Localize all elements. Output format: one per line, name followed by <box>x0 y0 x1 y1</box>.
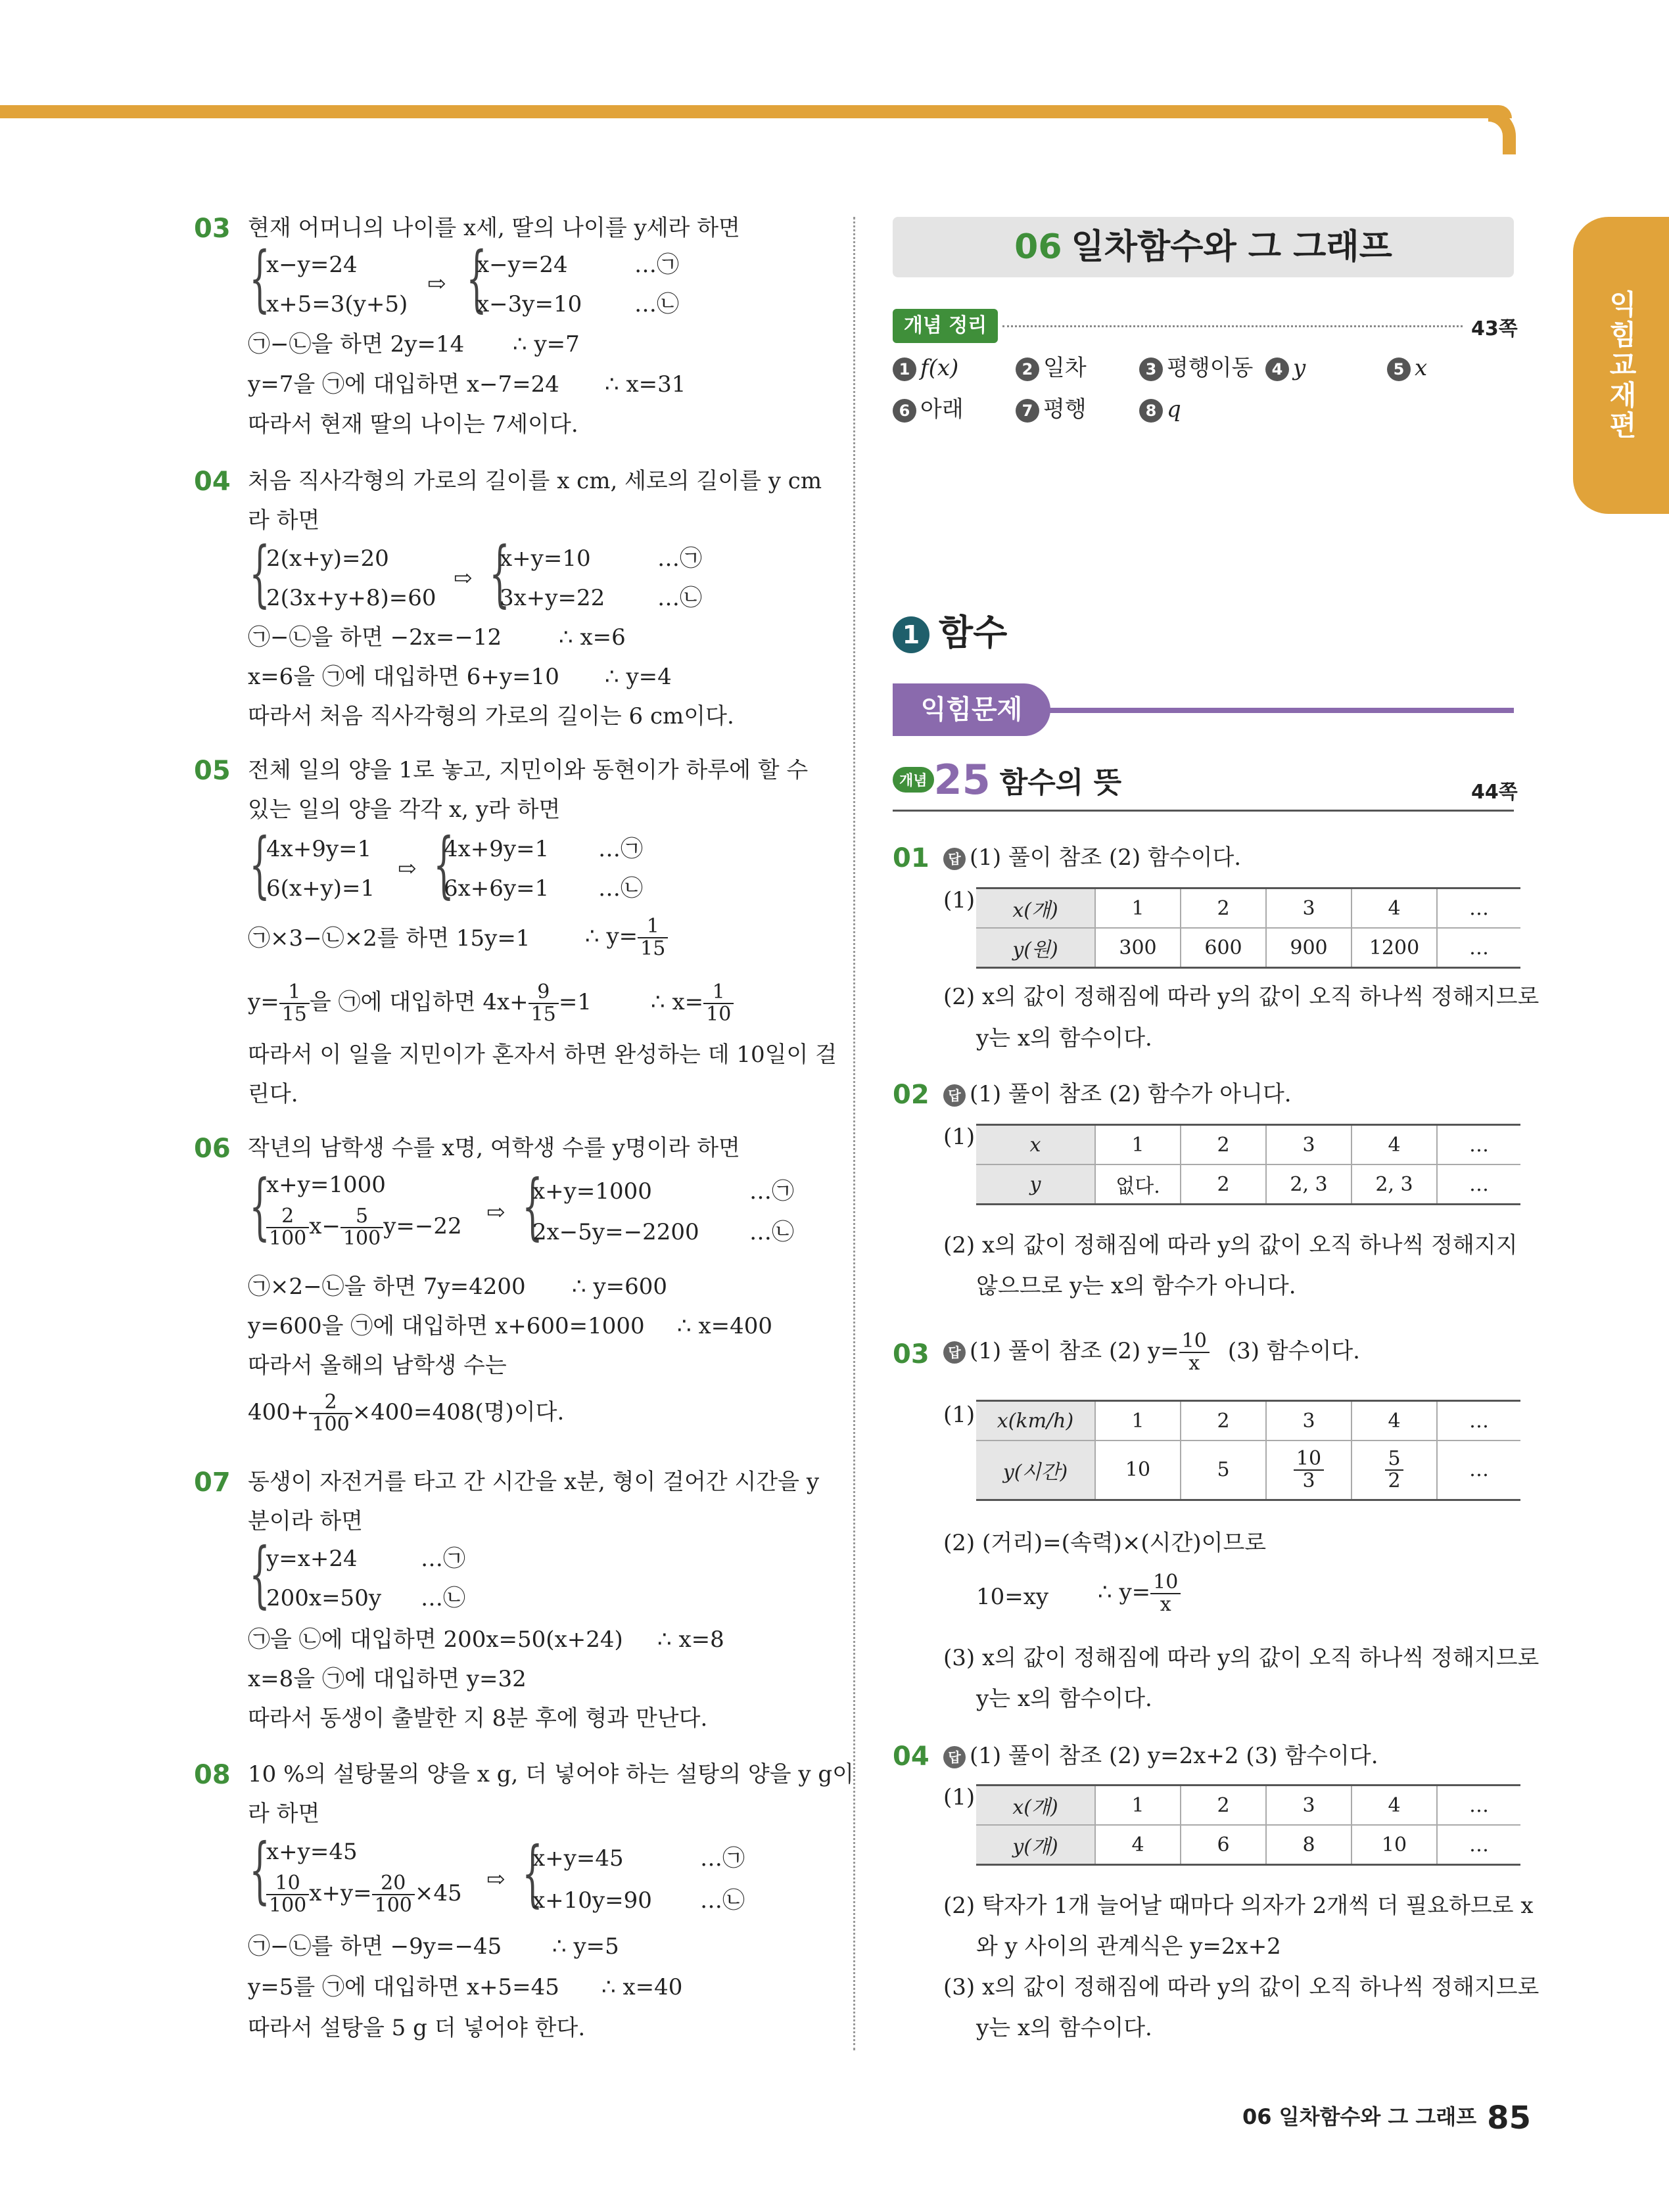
page-footer <box>1242 2100 1531 2136</box>
fraction-numerator: 1 <box>703 982 734 1004</box>
summary-answer: 평행 <box>1043 396 1087 423</box>
chapter-title-box <box>893 217 1514 277</box>
text-line: (3) x의 값이 정해짐에 따라 y의 값이 오직 하나씩 정해지므로 <box>943 1974 1540 2000</box>
answer-number: 7 <box>1016 399 1039 423</box>
part-label: (1) <box>943 1784 976 1810</box>
text-line: 따라서 이 일을 지민이가 혼자서 하면 완성하는 데 10일이 걸 <box>248 1042 837 1068</box>
fraction-numerator: 1 <box>638 916 668 938</box>
table-cell: 2 <box>1181 1164 1266 1205</box>
table-row <box>976 1786 1520 1826</box>
text-line: 10 %의 설탕물의 양을 x g, 더 넣어야 하는 설탕의 양을 y g이 <box>248 1761 855 1787</box>
answer-text: (1) 풀이 참조 (2) 함수이다. <box>970 844 1242 871</box>
fraction-denominator: 100 <box>342 1227 381 1250</box>
text-line <box>651 982 734 1025</box>
part-label: (1) <box>943 1124 976 1150</box>
equation-mark: …㉠ <box>657 545 702 572</box>
text-line: 와 y 사이의 관계식은 y=2x+2 <box>976 1933 1281 1960</box>
table-header: y(원) <box>976 928 1095 968</box>
table-cell: 1 <box>1095 1786 1181 1826</box>
fraction-denominator: x <box>1188 1352 1200 1375</box>
equation: 6(x+y)=1 <box>266 875 375 902</box>
equation-mark: …㉠ <box>700 1845 745 1872</box>
table-cell: … <box>1437 1440 1520 1500</box>
equation-mark: …㉡ <box>421 1585 465 1611</box>
concept-heading <box>893 756 1121 804</box>
value-table <box>976 1400 1520 1501</box>
equation-mark: …㉠ <box>749 1178 794 1205</box>
text-line <box>1098 1572 1181 1615</box>
answer-number: 4 <box>1265 357 1289 381</box>
text-line: 분이라 하면 <box>248 1508 364 1534</box>
answer-text: (1) 풀이 참조 (2) 함수가 아니다. <box>970 1081 1292 1107</box>
text-line: 전체 일의 양을 1로 놓고, 지민이와 동현이가 하루에 할 수 <box>248 757 809 783</box>
summary-answer: 일차 <box>1043 355 1087 381</box>
fraction <box>703 982 734 1025</box>
text-line: ∴ y=7 <box>513 331 580 357</box>
implies-arrow: ⇨ <box>398 856 417 882</box>
table-header: x(개) <box>976 1786 1095 1826</box>
table-cell: 8 <box>1266 1825 1352 1865</box>
answer-number: 1 <box>893 357 916 381</box>
text-line: 작년의 남학생 수를 x명, 여학생 수를 y명이라 하면 <box>248 1135 740 1161</box>
table-cell: 3 <box>1266 1125 1352 1165</box>
table-cell: 1 <box>1095 1401 1181 1441</box>
text-line: =1 <box>558 989 592 1015</box>
summary-item <box>1387 355 1427 381</box>
table-row <box>976 1164 1520 1205</box>
table-cell: 10 <box>1095 1440 1181 1500</box>
equation: 200x=50y <box>266 1585 382 1611</box>
table-cell <box>1266 1440 1352 1500</box>
fraction-denominator: 100 <box>269 1894 307 1917</box>
dotted-leader <box>1002 325 1463 327</box>
table-row <box>976 1401 1520 1441</box>
text-line: ㉠−㉡을 하면 2y=14 <box>248 331 465 357</box>
answer-number: 8 <box>1139 399 1163 423</box>
text-line: y= <box>248 989 279 1015</box>
answer-number: 2 <box>1016 357 1039 381</box>
text-line: (2) x의 값이 정해짐에 따라 y의 값이 오직 하나씩 정해지지 <box>943 1232 1518 1258</box>
practice-rule <box>1045 708 1514 713</box>
equation-part: y=−22 <box>383 1213 462 1239</box>
summary-item <box>1139 396 1181 423</box>
text-line: ㉠×3−㉡×2를 하면 15y=1 <box>248 925 530 952</box>
equation <box>266 1206 462 1249</box>
table-cell: 900 <box>1266 928 1352 968</box>
question-number: 02 <box>893 1080 929 1110</box>
text-line: y는 x의 함수이다. <box>976 2015 1152 2041</box>
answer-line <box>943 844 1241 871</box>
text-line: ㉠×2−㉡을 하면 7y=4200 <box>248 1274 526 1300</box>
equation-mark: …㉠ <box>634 252 679 278</box>
text-line: ㉠−㉡를 하면 −9y=−45 <box>248 1933 502 1960</box>
text-line: x=6을 ㉠에 대입하면 6+y=10 <box>248 664 559 690</box>
part-label: (1) <box>943 1402 976 1428</box>
fraction <box>529 982 559 1025</box>
text-line: ∴ x=8 <box>657 1626 724 1653</box>
equation-part: ×45 <box>414 1880 462 1906</box>
text-line: 않으므로 y는 x의 함수가 아니다. <box>976 1273 1296 1299</box>
summary-item <box>1265 355 1305 381</box>
concept-title: 함수의 뜻 <box>999 766 1122 800</box>
text-line: ∴ x=6 <box>559 624 626 651</box>
summary-answer: 아래 <box>920 396 964 423</box>
text-line: y=7을 ㉠에 대입하면 x−7=24 <box>248 371 559 398</box>
text-line: 라 하면 <box>248 507 320 534</box>
equation: 2(x+y)=20 <box>266 545 389 572</box>
system-brace: { <box>249 1828 270 1912</box>
section-name: 함수 <box>939 612 1008 653</box>
fraction-denominator: 3 <box>1302 1469 1315 1492</box>
summary-item <box>1016 396 1087 423</box>
system-brace: { <box>522 1831 543 1915</box>
table-cell: 10 <box>1352 1825 1437 1865</box>
text-line: 린다. <box>248 1081 298 1107</box>
system-brace: { <box>249 1532 270 1616</box>
table-cell: 300 <box>1095 928 1181 968</box>
implies-arrow: ⇨ <box>486 1199 505 1226</box>
page-number: 85 <box>1487 2100 1531 2136</box>
text-line: ∴ y= <box>1098 1579 1151 1605</box>
fraction-denominator: 100 <box>374 1894 412 1917</box>
question-number: 01 <box>893 843 929 873</box>
text-line: ∴ y= <box>585 923 638 950</box>
system-brace: { <box>522 1164 543 1248</box>
table-header: y(시간) <box>976 1440 1095 1500</box>
fraction-numerator: 9 <box>529 982 559 1004</box>
text-line: 현재 어머니의 나이를 x세, 딸의 나이를 y세라 하면 <box>248 215 740 241</box>
value-table <box>976 1124 1520 1205</box>
fraction-numerator: 10 <box>266 1873 309 1895</box>
text-line <box>248 1392 564 1435</box>
table-cell: … <box>1437 1401 1520 1441</box>
question-number: 07 <box>194 1467 231 1498</box>
implies-arrow: ⇨ <box>454 565 473 591</box>
section-number: 1 <box>893 616 929 653</box>
equation: 4x+9y=1 <box>444 836 550 862</box>
table-cell: 2, 3 <box>1352 1164 1437 1205</box>
equation: x+y=10 <box>500 545 591 572</box>
part-label: (1) <box>943 887 976 913</box>
answer-icon: 답 <box>943 1341 966 1364</box>
table-cell <box>1352 1440 1437 1500</box>
text-line: 따라서 현재 딸의 나이는 7세이다. <box>248 411 578 438</box>
footer-chapter: 06 일차함수와 그 그래프 <box>1242 2104 1477 2129</box>
answer-number: 6 <box>893 399 916 423</box>
table-cell: 4 <box>1352 1401 1437 1441</box>
text-line: ∴ x=31 <box>605 371 686 398</box>
summary-answer: y <box>1293 355 1306 381</box>
table-cell: 6 <box>1181 1825 1266 1865</box>
fraction <box>1385 1448 1403 1492</box>
fraction-denominator: 100 <box>312 1413 350 1436</box>
question-number: 06 <box>194 1134 231 1164</box>
chapter-title: 일차함수와 그 그래프 <box>1071 227 1392 267</box>
text-line: (2) x의 값이 정해짐에 따라 y의 값이 오직 하나씩 정해지므로 <box>943 984 1540 1010</box>
equation: 2x−5y=−2200 <box>532 1219 699 1245</box>
equation: x+5=3(y+5) <box>266 291 408 317</box>
equation: x+y=1000 <box>266 1172 386 1198</box>
equation: 3x+y=22 <box>500 585 605 611</box>
summary-item <box>893 396 964 423</box>
text-line: ∴ x=40 <box>601 1974 683 2000</box>
answer-line <box>943 1743 1378 1769</box>
question-number: 03 <box>893 1339 929 1370</box>
answer-number: 3 <box>1139 357 1163 381</box>
text-line: ∴ y=5 <box>552 1933 619 1960</box>
table-cell: … <box>1437 888 1520 929</box>
fraction-numerator: 10 <box>1150 1572 1181 1594</box>
equation: x+y=45 <box>532 1845 624 1872</box>
text-line: ∴ y=600 <box>572 1274 668 1300</box>
equation-mark: …㉠ <box>421 1546 465 1572</box>
summary-answer: q <box>1167 396 1181 423</box>
system-brace: { <box>249 531 270 615</box>
fraction <box>1179 1331 1210 1374</box>
fraction-numerator: 10 <box>1179 1331 1210 1353</box>
text-line: y=600을 ㉠에 대입하면 x+600=1000 <box>248 1313 645 1339</box>
text-line: (2) (거리)=(속력)×(시간)이므로 <box>943 1530 1267 1556</box>
table-cell: 4 <box>1352 1125 1437 1165</box>
fraction-denominator: 15 <box>640 937 666 960</box>
table-cell: 없다. <box>1095 1164 1181 1205</box>
fraction <box>1150 1572 1181 1615</box>
fraction-numerator: 1 <box>279 982 310 1004</box>
implies-arrow: ⇨ <box>486 1866 505 1893</box>
table-cell: 2 <box>1181 888 1266 929</box>
table-row <box>976 928 1520 968</box>
table-header: y <box>976 1164 1095 1205</box>
fraction-denominator: x <box>1160 1593 1171 1616</box>
fraction-denominator: 15 <box>281 1003 307 1026</box>
table-row <box>976 888 1520 929</box>
table-cell: … <box>1437 1164 1520 1205</box>
fraction-numerator: 2 <box>266 1206 309 1228</box>
table-cell: … <box>1437 1125 1520 1165</box>
text-line: ∴ y=4 <box>605 664 672 690</box>
table-cell: 2 <box>1181 1125 1266 1165</box>
value-table <box>976 887 1520 969</box>
equation: 2(3x+y+8)=60 <box>266 585 436 611</box>
equation: x−y=24 <box>477 252 568 278</box>
summary-item <box>1139 355 1253 381</box>
fraction <box>309 1392 352 1435</box>
text-line: (2) 탁자가 1개 늘어날 때마다 의자가 2개씩 더 필요하므로 x <box>943 1893 1534 1919</box>
table-cell: 600 <box>1181 928 1266 968</box>
concept-summary-label: 개념 정리 <box>893 309 998 343</box>
text-line: 있는 일의 양을 각각 x, y라 하면 <box>248 796 561 823</box>
equation-mark: …㉡ <box>657 585 702 611</box>
equation: x−3y=10 <box>477 291 582 317</box>
top-decorative-bar <box>0 105 1512 118</box>
table-cell: 2 <box>1181 1401 1266 1441</box>
equation: y=x+24 <box>266 1546 358 1572</box>
equation: x−y=24 <box>266 252 358 278</box>
summary-item <box>893 355 958 381</box>
fraction-denominator: 15 <box>530 1003 556 1026</box>
question-number: 05 <box>194 756 231 786</box>
text-line: ∴ x= <box>651 989 704 1015</box>
fraction <box>341 1206 383 1249</box>
fraction <box>279 982 310 1025</box>
chapter-number: 06 <box>1014 227 1062 267</box>
equation-part: x− <box>309 1213 341 1239</box>
text-line: ×400=408(명)이다. <box>352 1399 565 1425</box>
section-title <box>893 605 1007 655</box>
answer-line <box>943 1081 1292 1107</box>
text-line: 따라서 설탕을 5 g 더 넣어야 한다. <box>248 2015 586 2041</box>
table-cell: … <box>1437 1825 1520 1865</box>
fraction <box>266 1206 309 1249</box>
page-reference: 44쪽 <box>1471 781 1518 804</box>
answer-icon: 답 <box>943 848 966 870</box>
text-line: 10=xy <box>976 1584 1049 1610</box>
answer-text: (3) 함수이다. <box>1227 1338 1360 1364</box>
answer-text: (1) 풀이 참조 (2) y= <box>970 1338 1179 1364</box>
equation: 4x+9y=1 <box>266 836 372 862</box>
text-line <box>585 916 668 959</box>
text-line: ㉠−㉡을 하면 −2x=−12 <box>248 624 502 651</box>
table-cell: 1 <box>1095 1125 1181 1165</box>
summary-answer: 평행이동 <box>1167 355 1254 381</box>
table-cell: 3 <box>1266 1786 1352 1826</box>
implies-arrow: ⇨ <box>427 271 446 297</box>
concept-tag: 개념 <box>893 767 934 793</box>
table-cell: 1 <box>1095 888 1181 929</box>
table-cell: 2, 3 <box>1266 1164 1352 1205</box>
answer-icon: 답 <box>943 1084 966 1107</box>
table-row <box>976 1825 1520 1865</box>
equation-part: x+y= <box>309 1880 372 1906</box>
equation-mark: …㉠ <box>598 836 643 862</box>
question-number: 04 <box>194 467 231 497</box>
equation-mark: …㉡ <box>700 1887 745 1914</box>
fraction-numerator: 2 <box>309 1392 352 1414</box>
answer-text: (1) 풀이 참조 (2) y=2x+2 (3) 함수이다. <box>970 1743 1378 1769</box>
fraction-numerator: 5 <box>1385 1448 1403 1471</box>
table-row <box>976 1440 1520 1500</box>
text-line: ∴ x=400 <box>677 1313 772 1339</box>
answer-number: 5 <box>1387 357 1411 381</box>
equation-mark: …㉡ <box>634 291 679 317</box>
system-brace: { <box>249 1164 270 1248</box>
table-cell: 4 <box>1352 1786 1437 1826</box>
practice-label: 익힘문제 <box>893 683 1050 736</box>
text-line: 동생이 자전거를 타고 간 시간을 x분, 형이 걸어간 시간을 y <box>248 1469 820 1495</box>
table-cell: 1200 <box>1352 928 1437 968</box>
system-brace: { <box>489 531 510 615</box>
text-line: x=8을 ㉠에 대입하면 y=32 <box>248 1666 527 1692</box>
text-line: 을 ㉠에 대입하면 4x+ <box>309 989 529 1015</box>
fraction-denominator: 100 <box>269 1227 307 1250</box>
fraction-numerator: 20 <box>372 1873 415 1895</box>
answer-line <box>943 1331 1360 1374</box>
table-row <box>976 1125 1520 1165</box>
text-line: y는 x의 함수이다. <box>976 1686 1152 1712</box>
fraction-denominator: 2 <box>1388 1469 1401 1492</box>
concept-number: 25 <box>933 756 991 804</box>
equation: x+y=45 <box>266 1839 358 1865</box>
equation <box>266 1873 462 1916</box>
fraction-numerator: 10 <box>1294 1448 1324 1471</box>
fraction <box>638 916 668 959</box>
fraction-denominator: 10 <box>706 1003 732 1026</box>
table-cell: 2 <box>1181 1786 1266 1826</box>
question-number: 03 <box>194 214 231 244</box>
table-cell: 4 <box>1352 888 1437 929</box>
fraction <box>266 1873 309 1916</box>
page-reference: 43쪽 <box>1471 317 1518 340</box>
equation: 6x+6y=1 <box>444 875 550 902</box>
text-line: (3) x의 값이 정해짐에 따라 y의 값이 오직 하나씩 정해지므로 <box>943 1645 1540 1671</box>
table-cell: … <box>1437 1786 1520 1826</box>
table-cell: 5 <box>1181 1440 1266 1500</box>
fraction-numerator: 5 <box>341 1206 383 1228</box>
concept-rule <box>893 810 1514 812</box>
answer-icon: 답 <box>943 1746 966 1768</box>
table-header: x <box>976 1125 1095 1165</box>
text-line: y=5를 ㉠에 대입하면 x+5=45 <box>248 1974 559 2000</box>
equation-mark: …㉡ <box>598 875 643 902</box>
text-line: 400+ <box>248 1399 310 1425</box>
fraction <box>1294 1448 1324 1492</box>
equation: x+10y=90 <box>532 1887 652 1914</box>
table-header: x(km/h) <box>976 1401 1095 1441</box>
fraction <box>372 1873 415 1916</box>
text-line: 따라서 처음 직사각형의 가로의 길이는 6 cm이다. <box>248 703 734 729</box>
text-line: 따라서 올해의 남학생 수는 <box>248 1352 507 1379</box>
table-cell: 4 <box>1095 1825 1181 1865</box>
table-cell: … <box>1437 928 1520 968</box>
summary-answer: x <box>1415 355 1428 381</box>
text-line <box>248 982 592 1025</box>
text-line: 처음 직사각형의 가로의 길이를 x cm, 세로의 길이를 y cm <box>248 468 822 494</box>
text-line: y는 x의 함수이다. <box>976 1025 1152 1051</box>
summary-answer: f(x) <box>920 355 959 381</box>
system-brace: { <box>249 236 270 320</box>
question-number: 04 <box>893 1741 929 1772</box>
system-brace: { <box>466 236 487 320</box>
system-brace: { <box>433 822 454 906</box>
system-brace: { <box>249 822 270 906</box>
table-cell: 3 <box>1266 888 1352 929</box>
value-table <box>976 1784 1520 1866</box>
equation-mark: …㉡ <box>749 1219 794 1245</box>
table-header: y(개) <box>976 1825 1095 1865</box>
text-line: 라 하면 <box>248 1801 320 1827</box>
table-header: x(개) <box>976 888 1095 929</box>
side-tab: 익힘교재편 <box>1573 217 1669 514</box>
text-line: ㉠을 ㉡에 대입하면 200x=50(x+24) <box>248 1626 623 1653</box>
text-line: 따라서 동생이 출발한 지 8분 후에 형과 만난다. <box>248 1705 708 1732</box>
summary-item <box>1016 355 1087 381</box>
question-number: 08 <box>194 1760 231 1790</box>
table-cell: 3 <box>1266 1401 1352 1441</box>
equation: x+y=1000 <box>532 1178 652 1205</box>
